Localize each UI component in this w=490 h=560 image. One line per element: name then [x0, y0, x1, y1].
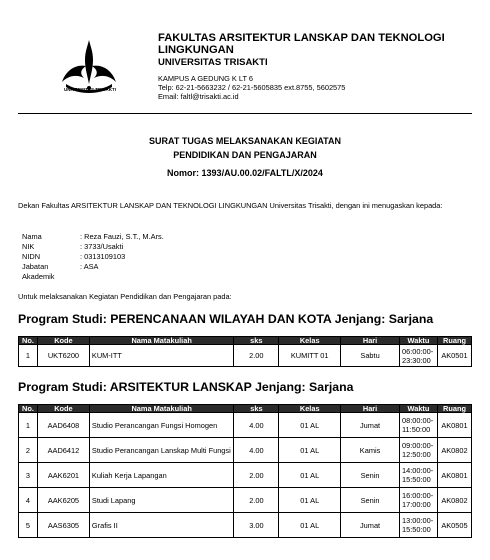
identity-value: : 0313109103: [80, 252, 126, 261]
letterhead: [158, 32, 458, 101]
cell-no: 3: [19, 463, 38, 488]
identity-row: [22, 252, 164, 262]
col-header: Ruang: [437, 405, 471, 413]
cell-room: AK0801: [437, 463, 471, 488]
email: Email: faltl@trisakti.ac.id: [158, 92, 239, 101]
cell-day: Kamis: [341, 438, 400, 463]
identity-label: Jabatan Akademik: [22, 262, 55, 281]
cell-time: 16:00:00-17:00:00: [399, 488, 437, 513]
cell-course: Studio Perancangan Fungsi Homogen: [89, 413, 234, 438]
cell-class: 01 AL: [279, 413, 341, 438]
cell-class: KUMITT 01: [279, 345, 341, 367]
col-header: Hari: [341, 337, 400, 345]
col-header: Hari: [341, 405, 400, 413]
cell-day: Senin: [341, 488, 400, 513]
cell-sks: 2.00: [234, 345, 279, 367]
course-table: [18, 336, 472, 367]
cell-class: 01 AL: [279, 463, 341, 488]
cell-room: AK0802: [437, 488, 471, 513]
cell-code: AAK6205: [37, 488, 89, 513]
identity-value: : Reza Fauzi, S.T., M.Ars.: [80, 232, 164, 241]
cell-sks: 2.00: [234, 488, 279, 513]
cell-day: Jumat: [341, 413, 400, 438]
identity-value: : 3733/Usakti: [80, 242, 124, 251]
cell-class: 01 AL: [279, 513, 341, 538]
identity-label: NIDN: [22, 252, 41, 261]
cell-sks: 3.00: [234, 513, 279, 538]
cell-day: Senin: [341, 463, 400, 488]
table-row: [19, 345, 472, 367]
cell-no: 1: [19, 413, 38, 438]
program-title: Program Studi: PERENCANAAN WILAYAH DAN KOTA Jenjang: Sarjana: [18, 312, 434, 326]
col-header: Kode: [37, 337, 89, 345]
cell-sks: 4.00: [234, 438, 279, 463]
cell-no: 1: [19, 345, 38, 367]
cell-time: 08:00:00-11:50:00: [399, 413, 437, 438]
letter-number: Nomor: 1393/AU.00.02/FALTL/X/2024: [167, 168, 323, 178]
table-row: [19, 413, 472, 438]
identity-row: [22, 232, 164, 242]
cell-day: Jumat: [341, 513, 400, 538]
address: KAMPUS A GEDUNG K LT 6: [158, 74, 254, 83]
cell-room: AK0802: [437, 438, 471, 463]
header-divider: [18, 113, 472, 114]
cell-code: AAS6305: [37, 513, 89, 538]
identity-value: : ASA: [80, 262, 99, 271]
table-row: [19, 513, 472, 538]
intro-paragraph: Dekan Fakultas ARSITEKTUR LANSKAP DAN TEKNOLOGI LINGKUNGAN Universitas Trisakti, dengan ini menugaskan kepada:: [18, 201, 443, 210]
cell-code: AAK6201: [37, 463, 89, 488]
cell-no: 4: [19, 488, 38, 513]
cell-code: AAD6408: [37, 413, 89, 438]
identity-row: [22, 262, 164, 282]
purpose-paragraph: Untuk melaksanakan Kegiatan Pendidikan dan Pengajaran pada:: [18, 292, 232, 301]
cell-class: 01 AL: [279, 488, 341, 513]
letter-title-line2: PENDIDIKAN DAN PENGAJARAN: [173, 150, 317, 160]
contact-block: [158, 74, 458, 101]
identity-label: Nama: [22, 232, 42, 241]
cell-course: KUM-ITT: [89, 345, 234, 367]
cell-no: 2: [19, 438, 38, 463]
col-header: Nama Matakuliah: [89, 337, 234, 345]
cell-time: 09:00:00-12:50:00: [399, 438, 437, 463]
cell-course: Studi Lapang: [89, 488, 234, 513]
logo-caption: UNIVERSITAS TRISAKTI: [64, 87, 116, 92]
cell-time: 06:00:00-23:30:00: [399, 345, 437, 367]
university-name: UNIVERSITAS TRISAKTI: [158, 57, 268, 68]
phone: Telp: 62-21-5663232 / 62-21-5605835 ext.8755, 5602575: [158, 83, 346, 92]
cell-no: 5: [19, 513, 38, 538]
cell-class: 01 AL: [279, 438, 341, 463]
col-header: sks: [234, 405, 279, 413]
program-title: Program Studi: ARSITEKTUR LANSKAP Jenjang: Sarjana: [18, 380, 354, 394]
cell-course: Kuliah Kerja Lapangan: [89, 463, 234, 488]
cell-room: AK0505: [437, 513, 471, 538]
cell-course: Studio Perancangan Lanskap Multi Fungsi: [89, 438, 234, 463]
col-header: Waktu: [399, 405, 437, 413]
identity-row: [22, 242, 164, 252]
table-row: [19, 463, 472, 488]
cell-course: Grafis II: [89, 513, 234, 538]
col-header: Kelas: [279, 337, 341, 345]
table-header-row: [19, 337, 472, 345]
col-header: sks: [234, 337, 279, 345]
cell-sks: 2.00: [234, 463, 279, 488]
cell-room: AK0801: [437, 413, 471, 438]
identity-block: [22, 232, 164, 282]
cell-time: 13:00:00-15:50:00: [399, 513, 437, 538]
cell-day: Sabtu: [341, 345, 400, 367]
col-header: No.: [19, 405, 38, 413]
cell-time: 14:00:00-15:50:00: [399, 463, 437, 488]
letter-title-line1: SURAT TUGAS MELAKSANAKAN KEGIATAN: [149, 136, 341, 146]
faculty-name: FAKULTAS ARSITEKTUR LANSKAP DAN TEKNOLOGI LINGKUNGAN: [158, 32, 445, 56]
cell-code: UKT6200: [37, 345, 89, 367]
col-header: No.: [19, 337, 38, 345]
table-row: [19, 488, 472, 513]
col-header: Ruang: [437, 337, 471, 345]
col-header: Kode: [37, 405, 89, 413]
cell-code: AAD6412: [37, 438, 89, 463]
col-header: Kelas: [279, 405, 341, 413]
cell-room: AK0501: [437, 345, 471, 367]
col-header: Nama Matakuliah: [89, 405, 234, 413]
identity-label: NIK: [22, 242, 35, 251]
table-row: [19, 438, 472, 463]
cell-sks: 4.00: [234, 413, 279, 438]
col-header: Waktu: [399, 337, 437, 345]
table-header-row: [19, 405, 472, 413]
course-table: [18, 404, 472, 538]
